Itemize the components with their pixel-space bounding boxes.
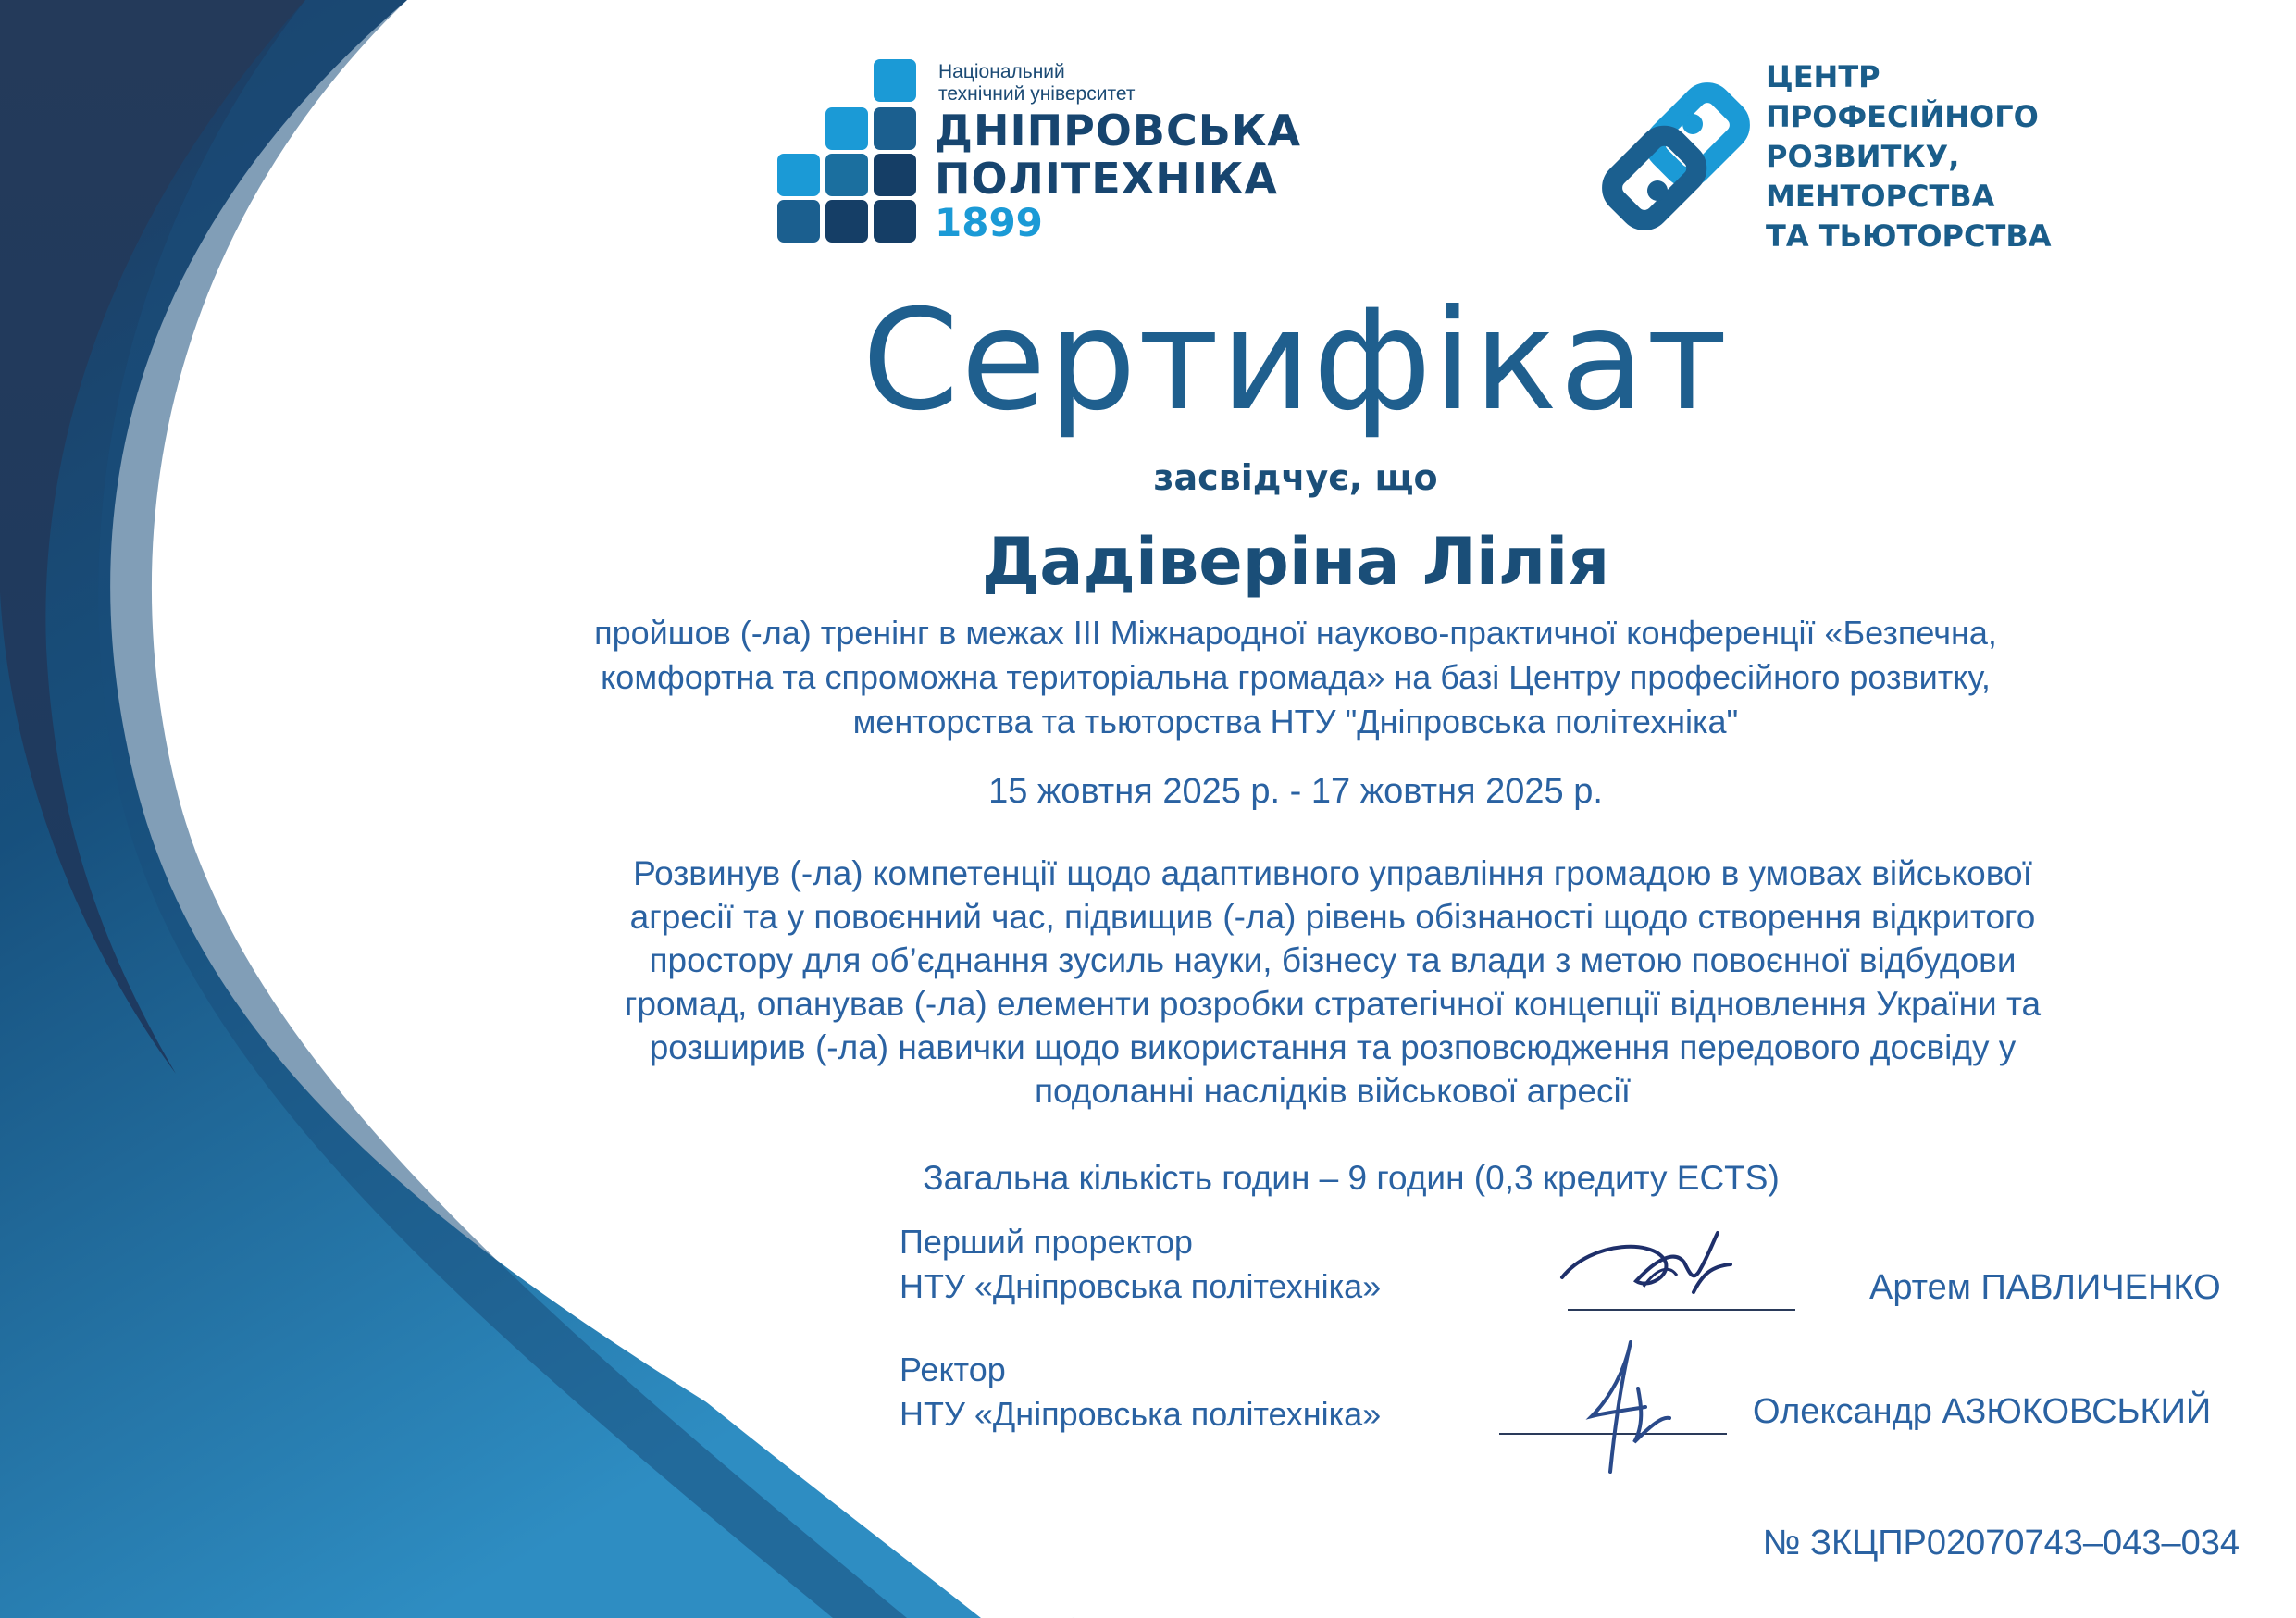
center-logo-line: ПРОФЕСІЙНОГО: [1766, 99, 2039, 134]
center-logo-chain-icon: [1597, 59, 1755, 254]
center-logo-line: РОЗВИТКУ,: [1766, 139, 1960, 174]
competencies-line: розширив (-ла) навички щодо використання та розповсюдження передового досвіду у: [649, 1028, 2017, 1066]
ntu-logo-line2: ПОЛІТЕХНІКА: [935, 154, 1279, 204]
description-line: пройшов (-ла) тренінг в межах ІІІ Міжнародної науково-практичної конференції «Безпечна,: [594, 614, 1997, 652]
ntu-logo-subtitle: [938, 61, 1135, 106]
description-line: комфортна та спроможна територіальна громада» на базі Центру професійного розвитку,: [601, 658, 1991, 696]
center-logo: [1597, 57, 2116, 261]
signatory-role-2: [900, 1348, 1381, 1437]
signatory-title: Перший проректор: [900, 1223, 1193, 1261]
center-logo-line: ЦЕНТР: [1766, 59, 1880, 94]
competencies-line: громад, опанував (-ла) елементи розробки стратегічної концепції відновлення України та: [624, 985, 2042, 1023]
training-dates: 15 жовтня 2025 р. - 17 жовтня 2025 р.: [988, 772, 1603, 811]
certificate-number: № ЗКЦПР02070743–043–034: [1762, 1524, 2240, 1562]
center-logo-text: [1766, 57, 2051, 256]
competencies-line: Розвинув (-ла) компетенції щодо адаптивного управління громадою в умовах військової: [633, 854, 2032, 892]
signatory-title: Ректор: [900, 1350, 1006, 1388]
description-line: менторства та тьюторства НТУ "Дніпровська політехніка": [852, 703, 1739, 741]
signature-2-icon: [1573, 1333, 1675, 1481]
signatory-institution: НТУ «Дніпровська політехніка»: [900, 1395, 1382, 1433]
certificate-title: Сертифікат: [862, 280, 1730, 442]
center-logo-line: ТА ТЬЮТОРСТВА: [1766, 218, 2052, 254]
signature-1-icon: [1555, 1222, 1740, 1314]
competencies-line: агресії та у повоєнний час, підвищив (-ла) рівень обізнаності щодо створення відкритого: [629, 898, 2036, 936]
ntu-logo-small-line: Національний: [938, 61, 1065, 82]
signatory-role-1: [900, 1220, 1381, 1309]
recipient-name: Дадіверіна Лілія: [981, 524, 1610, 600]
competencies-text: [444, 852, 2221, 1113]
ntu-logo-year: 1899: [935, 200, 1043, 245]
ntu-logo-blocks-icon: [777, 57, 935, 252]
center-logo-line: МЕНТОРСТВА: [1766, 179, 1995, 214]
signatory-name-2: Олександр АЗЮКОВСЬКИЙ: [1753, 1392, 2212, 1431]
certifies-text: засвідчує, що: [1153, 457, 1438, 498]
ntu-logo: [777, 57, 1301, 252]
signatory-institution: НТУ «Дніпровська політехніка»: [900, 1267, 1382, 1305]
training-description: [407, 611, 2184, 744]
total-hours: Загальна кількість годин – 9 годин (0,3 кредиту ECTS): [923, 1159, 1780, 1197]
competencies-line: подоланні наслідків військової агресії: [1034, 1072, 1632, 1110]
signatory-name-1: Артем ПАВЛИЧЕНКО: [1869, 1268, 2221, 1307]
ntu-logo-line1: ДНІПРОВСЬКА: [935, 106, 1301, 156]
competencies-line: простору для об’єднання зусиль науки, бізнесу та влади з метою повоєнної відбудови: [649, 941, 2017, 979]
ntu-logo-small-line: технічний університет: [938, 83, 1136, 105]
